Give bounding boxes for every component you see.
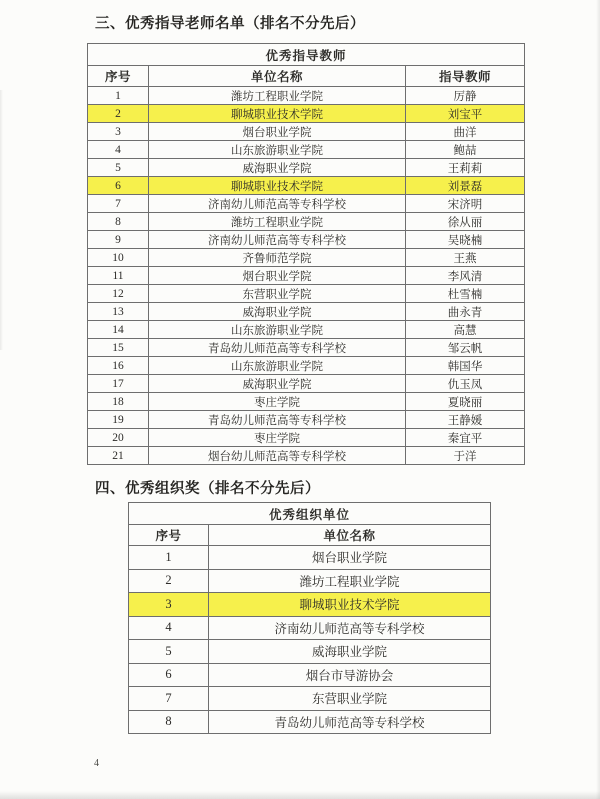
table-row (88, 357, 525, 375)
cell-teacher: 刘景磊 (406, 177, 525, 195)
cell-unit: 烟台市导游协会 (209, 663, 491, 687)
table-row (129, 687, 491, 711)
cell-unit: 烟台职业学院 (149, 123, 406, 141)
table-row (88, 267, 525, 285)
cell-unit: 威海职业学院 (149, 375, 406, 393)
table-row (88, 213, 525, 231)
excellent-organization-table (128, 502, 491, 734)
cell-no: 20 (88, 429, 149, 447)
table-row (129, 546, 491, 570)
cell-teacher: 夏晓丽 (406, 393, 525, 411)
table-row (88, 321, 525, 339)
cell-no: 4 (129, 616, 209, 640)
cell-teacher: 徐从丽 (406, 213, 525, 231)
table-row (88, 195, 525, 213)
cell-unit: 青岛幼儿师范高等专科学校 (149, 411, 406, 429)
cell-no: 2 (88, 105, 149, 123)
table-row (129, 663, 491, 687)
section4-title: 四、优秀组织奖（排名不分先后） (95, 481, 320, 497)
cell-unit: 济南幼儿师范高等专科学校 (149, 231, 406, 249)
cell-teacher: 鲍喆 (406, 141, 525, 159)
table-row (88, 87, 525, 105)
cell-no: 8 (88, 213, 149, 231)
cell-no: 17 (88, 375, 149, 393)
cell-unit: 山东旅游职业学院 (149, 321, 406, 339)
excellent-teachers-table (87, 43, 525, 465)
cell-no: 1 (129, 546, 209, 570)
cell-no: 11 (88, 267, 149, 285)
cell-unit: 威海职业学院 (149, 159, 406, 177)
scan-edge-artifact (0, 791, 600, 799)
cell-unit: 潍坊工程职业学院 (209, 569, 491, 593)
cell-no: 8 (129, 710, 209, 734)
section3-title: 三、优秀指导老师名单（排名不分先后） (95, 16, 365, 32)
cell-no: 18 (88, 393, 149, 411)
cell-no: 16 (88, 357, 149, 375)
cell-no: 5 (88, 159, 149, 177)
table-row (88, 141, 525, 159)
cell-teacher: 高慧 (406, 321, 525, 339)
table-caption-row (88, 44, 525, 66)
cell-teacher: 杜雪楠 (406, 285, 525, 303)
teachers-table-caption: 优秀指导教师 (88, 44, 525, 66)
cell-no: 6 (88, 177, 149, 195)
cell-teacher: 王静媛 (406, 411, 525, 429)
table-row (88, 339, 525, 357)
cell-unit: 潍坊工程职业学院 (149, 213, 406, 231)
cell-no: 3 (129, 593, 209, 617)
cell-no: 9 (88, 231, 149, 249)
column-header-no: 序号 (129, 525, 209, 546)
cell-no: 6 (129, 663, 209, 687)
table-row (88, 429, 525, 447)
cell-unit: 烟台幼儿师范高等专科学校 (149, 447, 406, 465)
cell-unit: 烟台职业学院 (209, 546, 491, 570)
cell-teacher: 仇玉凤 (406, 375, 525, 393)
table-header-row (129, 525, 491, 546)
table-row (88, 159, 525, 177)
table-row (88, 231, 525, 249)
cell-unit: 济南幼儿师范高等专科学校 (209, 616, 491, 640)
cell-unit: 烟台职业学院 (149, 267, 406, 285)
cell-teacher: 李风清 (406, 267, 525, 285)
table-row (88, 447, 525, 465)
table-header-row (88, 66, 525, 87)
column-header-no: 序号 (88, 66, 149, 87)
cell-teacher: 王莉莉 (406, 159, 525, 177)
org-table-body (129, 546, 491, 734)
cell-unit: 山东旅游职业学院 (149, 357, 406, 375)
cell-unit: 济南幼儿师范高等专科学校 (149, 195, 406, 213)
cell-no: 13 (88, 303, 149, 321)
cell-teacher: 吴晓楠 (406, 231, 525, 249)
table-row (88, 285, 525, 303)
cell-teacher: 于洋 (406, 447, 525, 465)
cell-teacher: 秦宜平 (406, 429, 525, 447)
cell-no: 21 (88, 447, 149, 465)
cell-no: 10 (88, 249, 149, 267)
cell-unit: 聊城职业技术学院 (149, 177, 406, 195)
page-number: 4 (94, 758, 99, 769)
cell-no: 1 (88, 87, 149, 105)
org-table-caption: 优秀组织单位 (129, 503, 491, 525)
cell-unit: 东营职业学院 (209, 687, 491, 711)
cell-no: 12 (88, 285, 149, 303)
cell-no: 15 (88, 339, 149, 357)
cell-no: 7 (88, 195, 149, 213)
cell-unit: 威海职业学院 (149, 303, 406, 321)
cell-teacher: 曲永青 (406, 303, 525, 321)
cell-teacher: 邹云帆 (406, 339, 525, 357)
table-row (88, 393, 525, 411)
cell-unit: 东营职业学院 (149, 285, 406, 303)
table-row (88, 177, 525, 195)
cell-teacher: 王燕 (406, 249, 525, 267)
cell-unit: 枣庄学院 (149, 393, 406, 411)
table-row (129, 593, 491, 617)
table-row (88, 249, 525, 267)
table-row (88, 375, 525, 393)
table-caption-row (129, 503, 491, 525)
table-row (88, 411, 525, 429)
scan-edge-artifact (596, 0, 600, 799)
cell-unit: 齐鲁师范学院 (149, 249, 406, 267)
cell-unit: 青岛幼儿师范高等专科学校 (209, 710, 491, 734)
table-row (88, 105, 525, 123)
cell-no: 14 (88, 321, 149, 339)
cell-teacher: 宋济明 (406, 195, 525, 213)
cell-unit: 枣庄学院 (149, 429, 406, 447)
table-row (88, 303, 525, 321)
cell-teacher: 曲洋 (406, 123, 525, 141)
column-header-unit: 单位名称 (149, 66, 406, 87)
cell-unit: 威海职业学院 (209, 640, 491, 664)
cell-no: 7 (129, 687, 209, 711)
cell-unit: 青岛幼儿师范高等专科学校 (149, 339, 406, 357)
cell-teacher: 韩国华 (406, 357, 525, 375)
table-row (129, 710, 491, 734)
cell-unit: 山东旅游职业学院 (149, 141, 406, 159)
cell-unit: 聊城职业技术学院 (209, 593, 491, 617)
teachers-table-body (88, 87, 525, 465)
table-row (129, 640, 491, 664)
cell-teacher: 厉静 (406, 87, 525, 105)
cell-no: 19 (88, 411, 149, 429)
cell-unit: 聊城职业技术学院 (149, 105, 406, 123)
cell-no: 2 (129, 569, 209, 593)
column-header-unit: 单位名称 (209, 525, 491, 546)
cell-teacher: 刘宝平 (406, 105, 525, 123)
cell-unit: 潍坊工程职业学院 (149, 87, 406, 105)
column-header-teacher: 指导教师 (406, 66, 525, 87)
cell-no: 3 (88, 123, 149, 141)
cell-no: 5 (129, 640, 209, 664)
scan-edge-artifact (0, 90, 3, 350)
table-row (88, 123, 525, 141)
cell-no: 4 (88, 141, 149, 159)
table-row (129, 569, 491, 593)
table-row (129, 616, 491, 640)
